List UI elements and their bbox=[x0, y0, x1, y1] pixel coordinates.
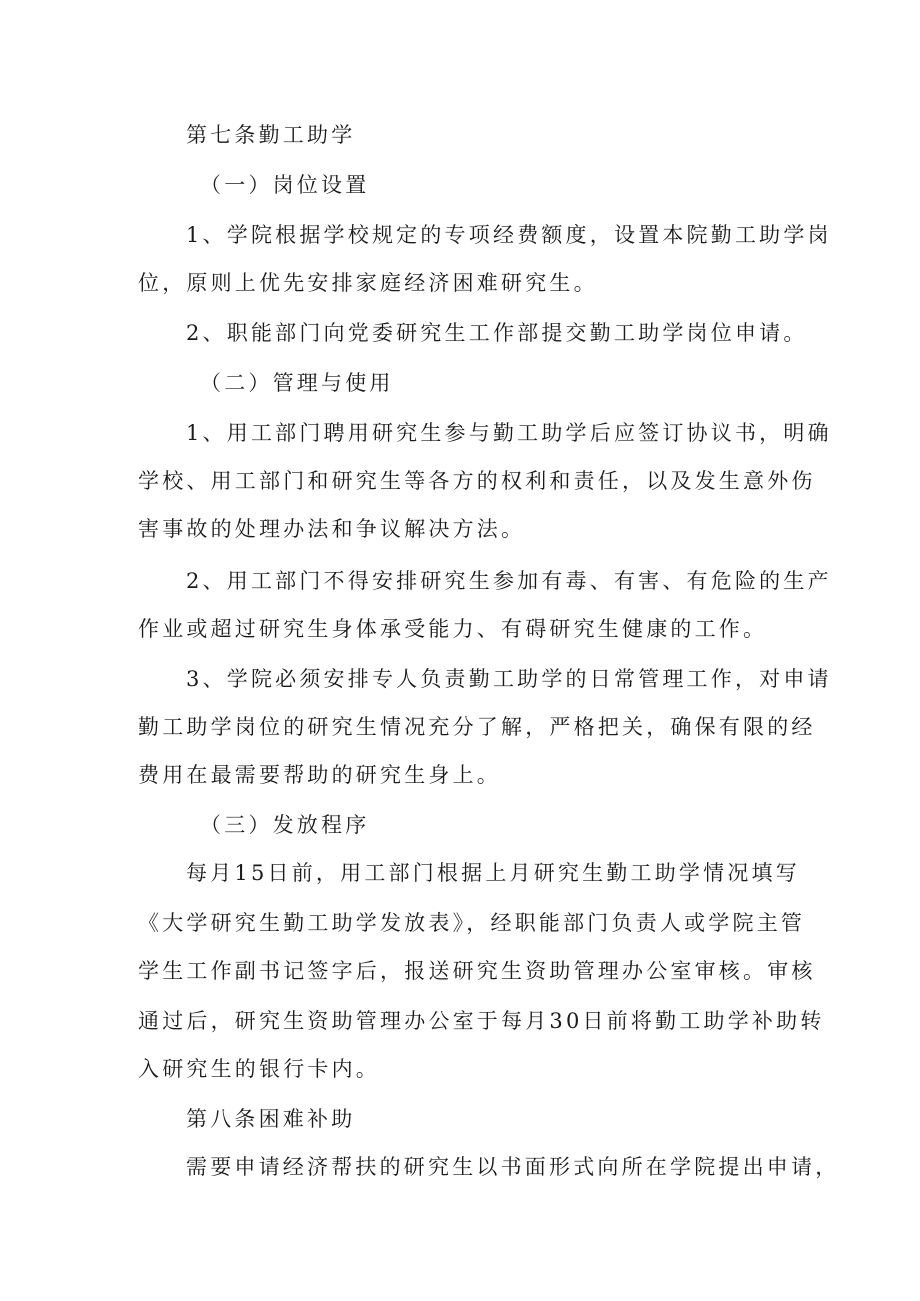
paragraph-line: 勤工助学岗位的研究生情况充分了解，严格把关，确保有限的经 bbox=[138, 715, 816, 739]
article-7-heading: 第七条勤工助学 bbox=[186, 123, 356, 147]
paragraph-line: 学校、用工部门和研究生等各方的权利和责任，以及发生意外伤 bbox=[138, 469, 816, 493]
paragraph-line: 每月15日前，用工部门根据上月研究生勤工助学情况填写 bbox=[186, 861, 800, 885]
paragraph-line: 费用在最需要帮助的研究生身上。 bbox=[138, 763, 501, 787]
section-3-heading: （三）发放程序 bbox=[200, 813, 370, 837]
paragraph-line: 害事故的处理办法和争议解决方法。 bbox=[138, 517, 526, 541]
paragraph-line: 学生工作副书记签字后，报送研究生资助管理办公室审核。审核 bbox=[138, 959, 816, 983]
paragraph-line: 需要申请经济帮扶的研究生以书面形式向所在学院提出申请， bbox=[186, 1155, 840, 1179]
paragraph-line: 2、用工部门不得安排研究生参加有毒、有害、有危险的生产 bbox=[186, 569, 832, 593]
section-2-heading: （二）管理与使用 bbox=[200, 371, 394, 395]
paragraph-line: 《大学研究生勤工助学发放表》，经职能部门负责人或学院主管 bbox=[138, 911, 806, 935]
paragraph-line: 入研究生的银行卡内。 bbox=[138, 1057, 380, 1081]
paragraph-line: 3、学院必须安排专人负责勤工助学的日常管理工作，对申请 bbox=[186, 667, 832, 691]
paragraph-line: 1、用工部门聘用研究生参与勤工助学后应签订协议书，明确 bbox=[186, 421, 832, 445]
section-1-heading: （一）岗位设置 bbox=[200, 173, 370, 197]
paragraph-line: 位，原则上优先安排家庭经济困难研究生。 bbox=[138, 271, 598, 295]
article-8-heading: 第八条困难补助 bbox=[186, 1107, 356, 1131]
paragraph-line: 作业或超过研究生身体承受能力、有碍研究生健康的工作。 bbox=[138, 617, 768, 641]
paragraph-line: 2、职能部门向党委研究生工作部提交勤工助学岗位申请。 bbox=[186, 321, 808, 345]
paragraph-line: 通过后，研究生资助管理办公室于每月30日前将勤工助学补助转 bbox=[138, 1009, 825, 1033]
paragraph-line: 1、学院根据学校规定的专项经费额度，设置本院勤工助学岗 bbox=[186, 223, 832, 247]
